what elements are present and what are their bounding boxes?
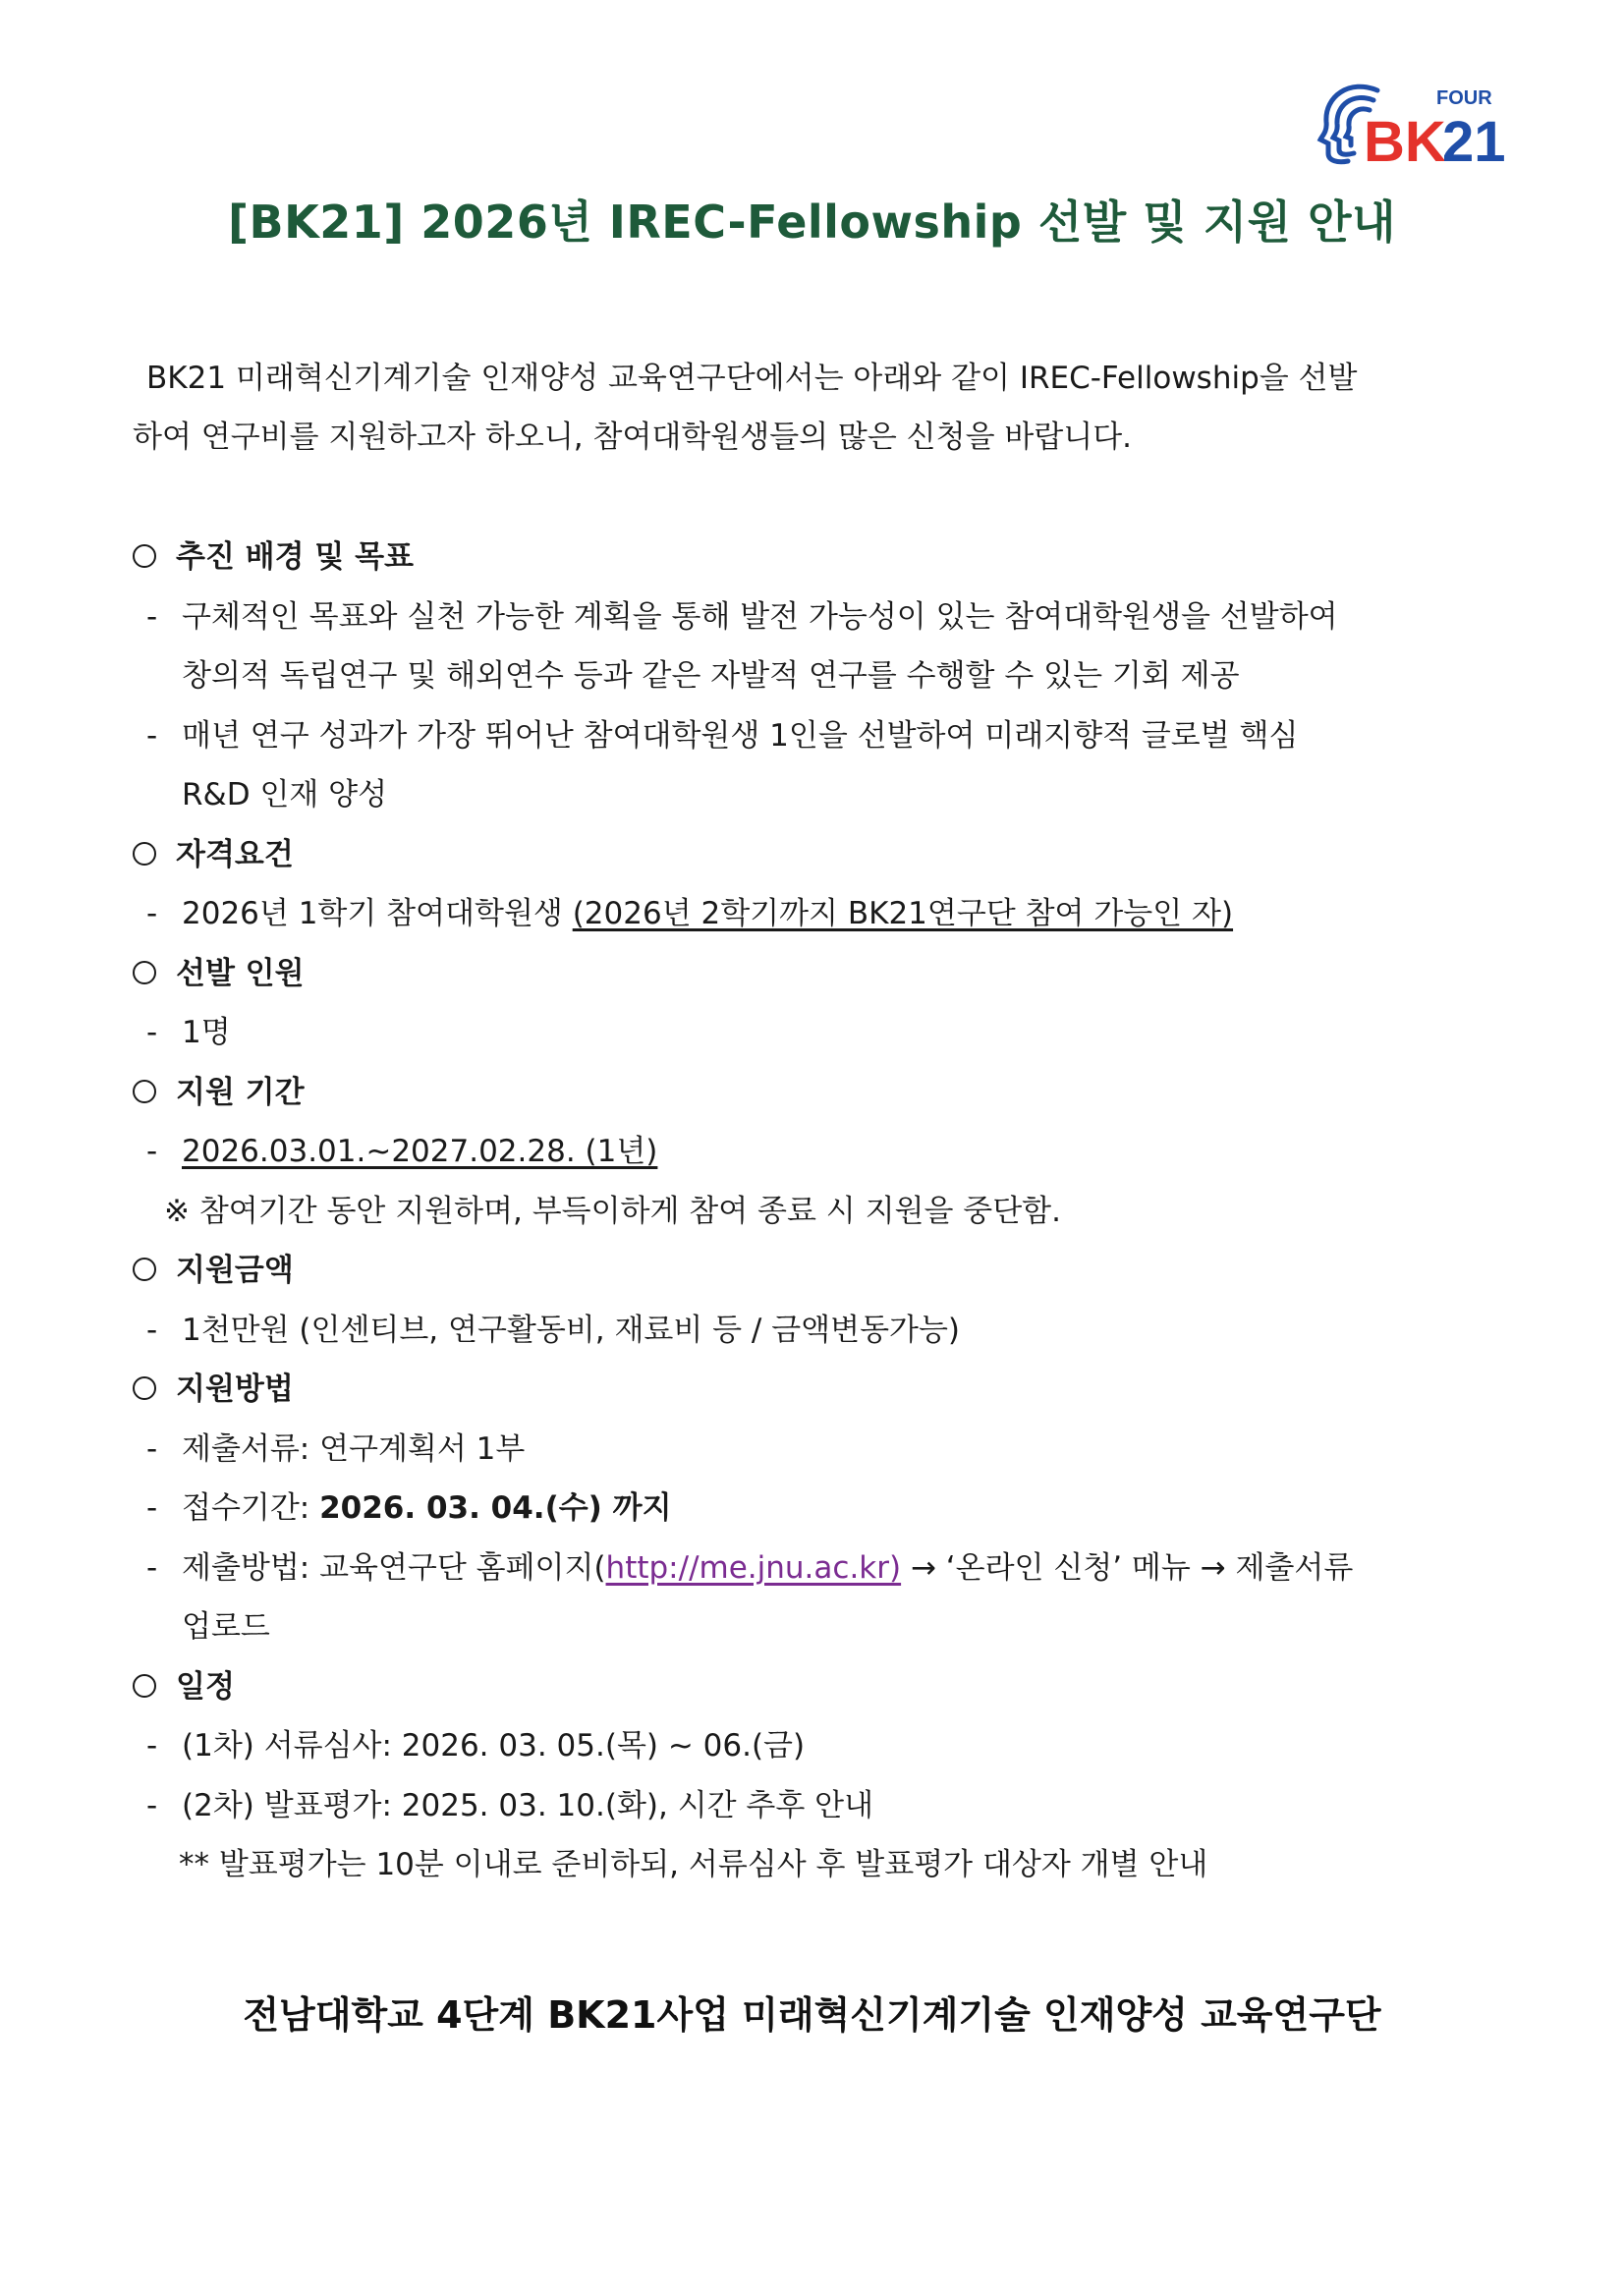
period-note: ※ 참여기간 동안 지원하며, 부득이하게 참여 종료 시 지원을 중단함. (164, 1193, 1061, 1229)
schedule-note: ** 발표평가는 10분 이내로 준비하되, 서류심사 후 발표평가 대상자 개별 안내 (179, 1847, 1208, 1882)
list-item: - 2026년 1학기 참여대학원생 (2026년 2학기까지 BK21연구단 참여 가능인 자) (146, 896, 1234, 931)
circle-bullet-icon (133, 1258, 156, 1281)
period-value: 2026.03.01.~2027.02.28. (1년) (182, 1134, 658, 1169)
notice-body (133, 528, 1508, 1895)
background-item-1-line-1: 구체적인 목표와 실천 가능한 계획을 통해 발전 가능성이 있는 참여대학원생을 선발하여 (182, 598, 1338, 635)
submit-method-line-2: 업로드 (182, 1609, 270, 1645)
eligibility-condition: (2026년 2학기까지 BK21연구단 참여 가능인 자) (572, 896, 1234, 931)
section-heading-period: 지원 기간 (133, 1063, 1508, 1123)
bk21-four-logo (1316, 71, 1513, 169)
section-heading-background: 추진 배경 및 목표 (133, 528, 1508, 588)
intro-paragraph (133, 349, 1508, 467)
list-item: - 매년 연구 성과가 가장 뛰어난 참여대학원생 1인을 선발하여 미래지향적 글로벌 핵심 (146, 717, 1299, 754)
list-item: - 2026.03.01.~2027.02.28. (1년) (146, 1134, 658, 1169)
background-item-2-line-1: 매년 연구 성과가 가장 뛰어난 참여대학원생 1인을 선발하여 미래지향적 글로벌 핵심 (182, 717, 1299, 754)
section-heading-schedule: 일정 (133, 1657, 1508, 1717)
list-item: - 1천만원 (인센티브, 연구활동비, 재료비 등 / 금액변동가능) (146, 1312, 960, 1348)
schedule-round-1: (1차) 서류심사: 2026. 03. 05.(목) ~ 06.(금) (182, 1728, 806, 1764)
homepage-link[interactable]: http://me.jnu.ac.kr) (605, 1549, 902, 1586)
circle-bullet-icon (133, 1376, 156, 1400)
logo-bk-text: BK (1364, 110, 1446, 169)
section-heading-method: 지원방법 (133, 1360, 1508, 1420)
section-heading-amount: 지원금액 (133, 1241, 1508, 1301)
deadline-label: 접수기간: (182, 1490, 320, 1526)
submit-method-suffix: → ‘온라인 신청’ 메뉴 → 제출서류 (901, 1549, 1354, 1586)
list-item: - 1명 (146, 1015, 231, 1050)
deadline-value: 2026. 03. 04.(수) 까지 (319, 1490, 672, 1526)
section-heading-count: 선발 인원 (133, 944, 1508, 1004)
circle-bullet-icon (133, 544, 156, 568)
schedule-round-2: (2차) 발표평가: 2025. 03. 10.(화), 시간 추후 안내 (182, 1787, 874, 1823)
submit-method-prefix: 제출방법: 교육연구단 홈페이지( (182, 1549, 606, 1586)
intro-line-2: 하여 연구비를 지원하고자 하오니, 참여대학원생들의 많은 신청을 바랍니다. (133, 420, 1133, 455)
eligibility-text: 2026년 1학기 참여대학원생 (182, 896, 573, 931)
section-heading-eligibility: 자격요건 (133, 825, 1508, 885)
logo-four-text: FOUR (1436, 87, 1492, 109)
intro-line-1: BK21 미래혁신기계기술 인재양성 교육연구단에서는 아래와 같이 IREC-Fellowship을 선발 (146, 361, 1358, 396)
amount-value: 1천만원 (인센티브, 연구활동비, 재료비 등 / 금액변동가능) (182, 1312, 960, 1348)
organization-footer: 전남대학교 4단계 BK21사업 미래혁신기계기술 인재양성 교육연구단 (243, 1993, 1381, 2037)
page-title: [BK21] 2026년 IREC-Fellowship 선발 및 지원 안내 (228, 196, 1396, 249)
count-value: 1명 (182, 1015, 231, 1050)
circle-bullet-icon (133, 842, 156, 866)
circle-bullet-icon (133, 1674, 156, 1698)
list-item: - 구체적인 목표와 실천 가능한 계획을 통해 발전 가능성이 있는 참여대학원생을 선발하여 (146, 598, 1338, 635)
background-item-1-line-2: 창의적 독립연구 및 해외연수 등과 같은 자발적 연구를 수행할 수 있는 기회 제공 (182, 658, 1240, 694)
list-item: - (1차) 서류심사: 2026. 03. 05.(목) ~ 06.(금) (146, 1728, 806, 1764)
list-item: - 제출서류: 연구계획서 1부 (146, 1430, 526, 1467)
list-item: - 제출방법: 교육연구단 홈페이지(http://me.jnu.ac.kr) → ‘온라인 신청’ 메뉴 → 제출서류 (146, 1549, 1354, 1586)
circle-bullet-icon (133, 1080, 156, 1103)
circle-bullet-icon (133, 961, 156, 984)
method-docs: 제출서류: 연구계획서 1부 (182, 1430, 526, 1467)
list-item: - 접수기간: 2026. 03. 04.(수) 까지 (146, 1490, 672, 1526)
logo-21-text: 21 (1442, 110, 1506, 169)
background-item-2-line-2: R&D 인재 양성 (182, 777, 388, 812)
list-item: - (2차) 발표평가: 2025. 03. 10.(화), 시간 추후 안내 (146, 1787, 874, 1823)
